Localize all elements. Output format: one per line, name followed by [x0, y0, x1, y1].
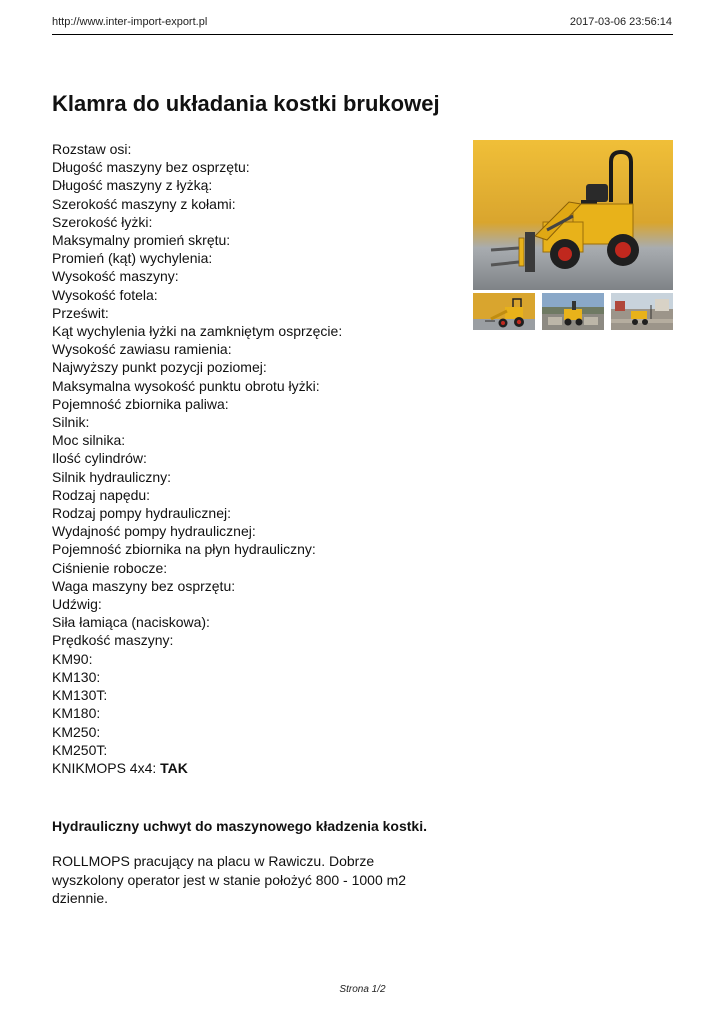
spec-line — [52, 613, 452, 631]
spec-label: Długość maszyny z łyżką: — [52, 177, 213, 194]
spec-line — [52, 595, 452, 613]
spec-line — [52, 522, 452, 540]
spec-line — [52, 631, 452, 649]
spec-line — [52, 377, 452, 395]
description-paragraph: ROLLMOPS pracujący na placu w Rawiczu. Dobrze wyszkolony operator jest w stanie położyć 800 - 1000 m2 dziennie. — [52, 853, 407, 906]
spec-label: Ciśnienie robocze: — [52, 559, 168, 576]
spec-line — [52, 650, 452, 668]
spec-label: KNIKMOPS 4x4: — [52, 759, 157, 776]
spec-label: Maksymalny promień skrętu: — [52, 232, 231, 249]
spec-label: Silnik: — [52, 414, 90, 431]
spec-label: KM180: — [52, 705, 101, 722]
spec-line — [52, 741, 452, 759]
spec-label: Pojemność zbiornika na płyn hydrauliczny: — [52, 541, 316, 558]
spec-label: Moc silnika: — [52, 432, 126, 449]
spec-label: Rozstaw osi: — [52, 141, 132, 157]
spec-line — [52, 249, 452, 267]
spec-line — [52, 286, 452, 304]
spec-line — [52, 140, 452, 158]
spec-label: Szerokość maszyny z kołami: — [52, 195, 236, 212]
spec-label: KM90: — [52, 650, 93, 667]
header-rule — [52, 34, 673, 35]
spec-label: KM130: — [52, 668, 101, 685]
spec-label: Rodzaj pompy hydraulicznej: — [52, 505, 231, 522]
spec-line — [52, 723, 452, 741]
spec-label: Prędkość maszyny: — [52, 632, 174, 649]
thumbnail-2[interactable] — [542, 293, 604, 330]
spec-label: Waga maszyny bez osprzętu: — [52, 577, 236, 594]
spec-line — [52, 304, 452, 322]
page-title: Klamra do układania kostki brukowej — [52, 91, 440, 116]
thumbnail-1[interactable] — [473, 293, 535, 330]
spec-line — [52, 449, 452, 467]
spec-label: Promień (kąt) wychylenia: — [52, 250, 213, 267]
spec-line — [52, 413, 452, 431]
spec-label: Wysokość fotela: — [52, 286, 158, 303]
spec-line — [52, 158, 452, 176]
spec-line — [52, 504, 452, 522]
spec-line — [52, 322, 452, 340]
spec-line — [52, 486, 452, 504]
spec-line — [52, 540, 452, 558]
spec-line — [52, 358, 452, 376]
spec-label: KM250T: — [52, 741, 108, 758]
thumbnail-3[interactable] — [611, 293, 673, 330]
spec-line — [52, 559, 452, 577]
spec-line — [52, 668, 452, 686]
spec-label: Wydajność pompy hydraulicznej: — [52, 523, 256, 540]
spec-line — [52, 267, 452, 285]
spec-label: KM130T: — [52, 687, 108, 704]
spec-label: Najwyższy punkt pozycji poziomej: — [52, 359, 267, 376]
spec-value: TAK — [160, 759, 188, 776]
spec-label: Rodzaj napędu: — [52, 486, 151, 503]
spec-label: Ilość cylindrów: — [52, 450, 147, 467]
spec-line — [52, 395, 452, 413]
spec-line — [52, 759, 452, 777]
spec-label: Maksymalna wysokość punktu obrotu łyżki: — [52, 377, 320, 394]
spec-line — [52, 340, 452, 358]
spec-line — [52, 704, 452, 722]
spec-label: Szerokość łyżki: — [52, 213, 153, 230]
spec-line — [52, 468, 452, 486]
spec-line — [52, 686, 452, 704]
spec-label: Prześwit: — [52, 304, 109, 321]
spec-line — [52, 176, 452, 194]
spec-line — [52, 231, 452, 249]
spec-line — [52, 213, 452, 231]
header-date: 2017-03-06 23:56:14 — [569, 16, 672, 28]
spec-label: Silnik hydrauliczny: — [52, 468, 172, 485]
section-subheading: Hydrauliczny uchwyt do maszynowego kładzenia kostki. — [52, 818, 427, 834]
spec-line — [52, 431, 452, 449]
spec-label: KM250: — [52, 723, 101, 740]
spec-label: Siła łamiąca (naciskowa): — [52, 614, 210, 631]
spec-label: Długość maszyny bez osprzętu: — [52, 159, 250, 176]
spec-label: Wysokość maszyny: — [52, 268, 179, 285]
spec-list — [52, 140, 452, 777]
header-url[interactable]: http://www.inter-import-export.pl — [52, 16, 208, 28]
main-product-photo[interactable] — [473, 140, 673, 290]
spec-line — [52, 577, 452, 595]
spec-line — [52, 195, 452, 213]
spec-label: Kąt wychylenia łyżki na zamkniętym osprzęcie: — [52, 323, 343, 340]
spec-label: Pojemność zbiornika paliwa: — [52, 395, 229, 412]
spec-label: Udźwig: — [52, 596, 102, 613]
page-footer: Strona 1/2 — [339, 984, 386, 995]
spec-label: Wysokość zawiasu ramienia: — [52, 341, 232, 358]
